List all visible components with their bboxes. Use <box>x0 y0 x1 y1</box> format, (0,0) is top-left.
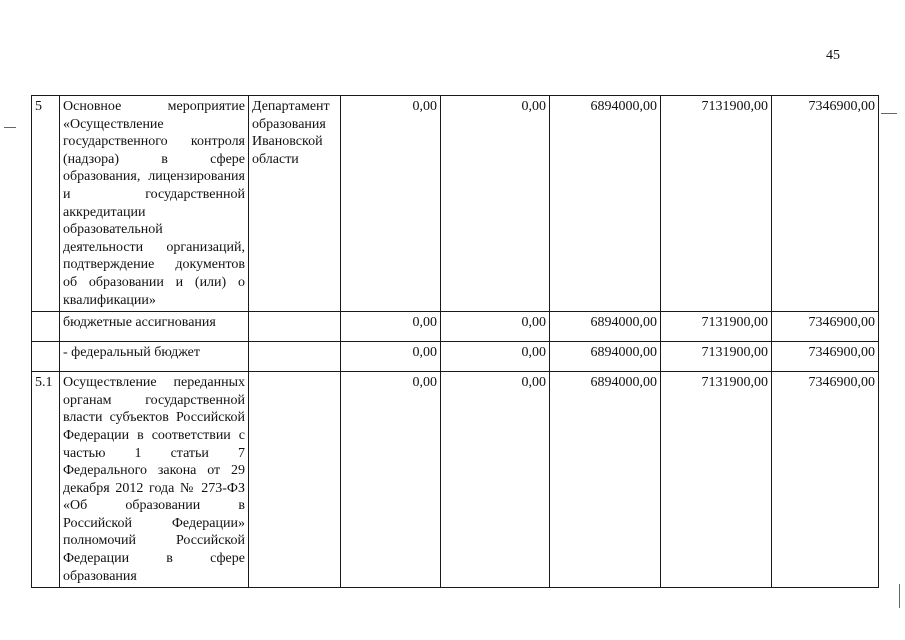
scan-artifact <box>899 584 900 608</box>
value-cell: 0,00 <box>441 372 550 588</box>
value-cell: 0,00 <box>341 312 441 342</box>
page-number: 45 <box>826 48 840 63</box>
row-executor <box>249 372 341 588</box>
row-description: Осуществление переданных органам государственной власти субъектов Российской Федерации в соответствии с частью 1 статьи 7 Федерального закона от 29 декабря 2012 года № 273-ФЗ «Об образовании в Российской Федерации» полномочий Российской Федерации в сфере образования <box>60 372 249 588</box>
budget-table <box>31 95 879 588</box>
value-cell: 6894000,00 <box>550 96 661 312</box>
value-cell: 7131900,00 <box>661 312 772 342</box>
value-cell: 7131900,00 <box>661 96 772 312</box>
value-cell: 7131900,00 <box>661 342 772 372</box>
value-cell: 7131900,00 <box>661 372 772 588</box>
row-index <box>32 312 60 342</box>
row-index: 5.1 <box>32 372 60 588</box>
table-row <box>32 342 879 372</box>
value-cell: 0,00 <box>341 342 441 372</box>
row-description: бюджетные ассигнования <box>60 312 249 342</box>
value-cell: 7346900,00 <box>772 312 879 342</box>
table-row <box>32 96 879 312</box>
value-cell: 6894000,00 <box>550 342 661 372</box>
value-cell: 7346900,00 <box>772 342 879 372</box>
row-executor <box>249 312 341 342</box>
value-cell: 0,00 <box>441 342 550 372</box>
row-index: 5 <box>32 96 60 312</box>
value-cell: 0,00 <box>341 372 441 588</box>
row-description: - федеральный бюджет <box>60 342 249 372</box>
value-cell: 6894000,00 <box>550 312 661 342</box>
table-row <box>32 312 879 342</box>
row-executor: Департамент образования Ивановской области <box>249 96 341 312</box>
value-cell: 0,00 <box>341 96 441 312</box>
scan-artifact <box>4 127 16 128</box>
value-cell: 7346900,00 <box>772 372 879 588</box>
table-row <box>32 372 879 588</box>
row-executor <box>249 342 341 372</box>
value-cell: 0,00 <box>441 96 550 312</box>
value-cell: 0,00 <box>441 312 550 342</box>
value-cell: 7346900,00 <box>772 96 879 312</box>
value-cell: 6894000,00 <box>550 372 661 588</box>
row-index <box>32 342 60 372</box>
row-description: Основное мероприятие «Осуществление государственного контроля (надзора) в сфере образования, лицензирования и государственной аккредитации образовательной деятельности организаций, подтверждение документов об образовании и (или) о квалификации» <box>60 96 249 312</box>
scan-artifact <box>881 113 897 114</box>
